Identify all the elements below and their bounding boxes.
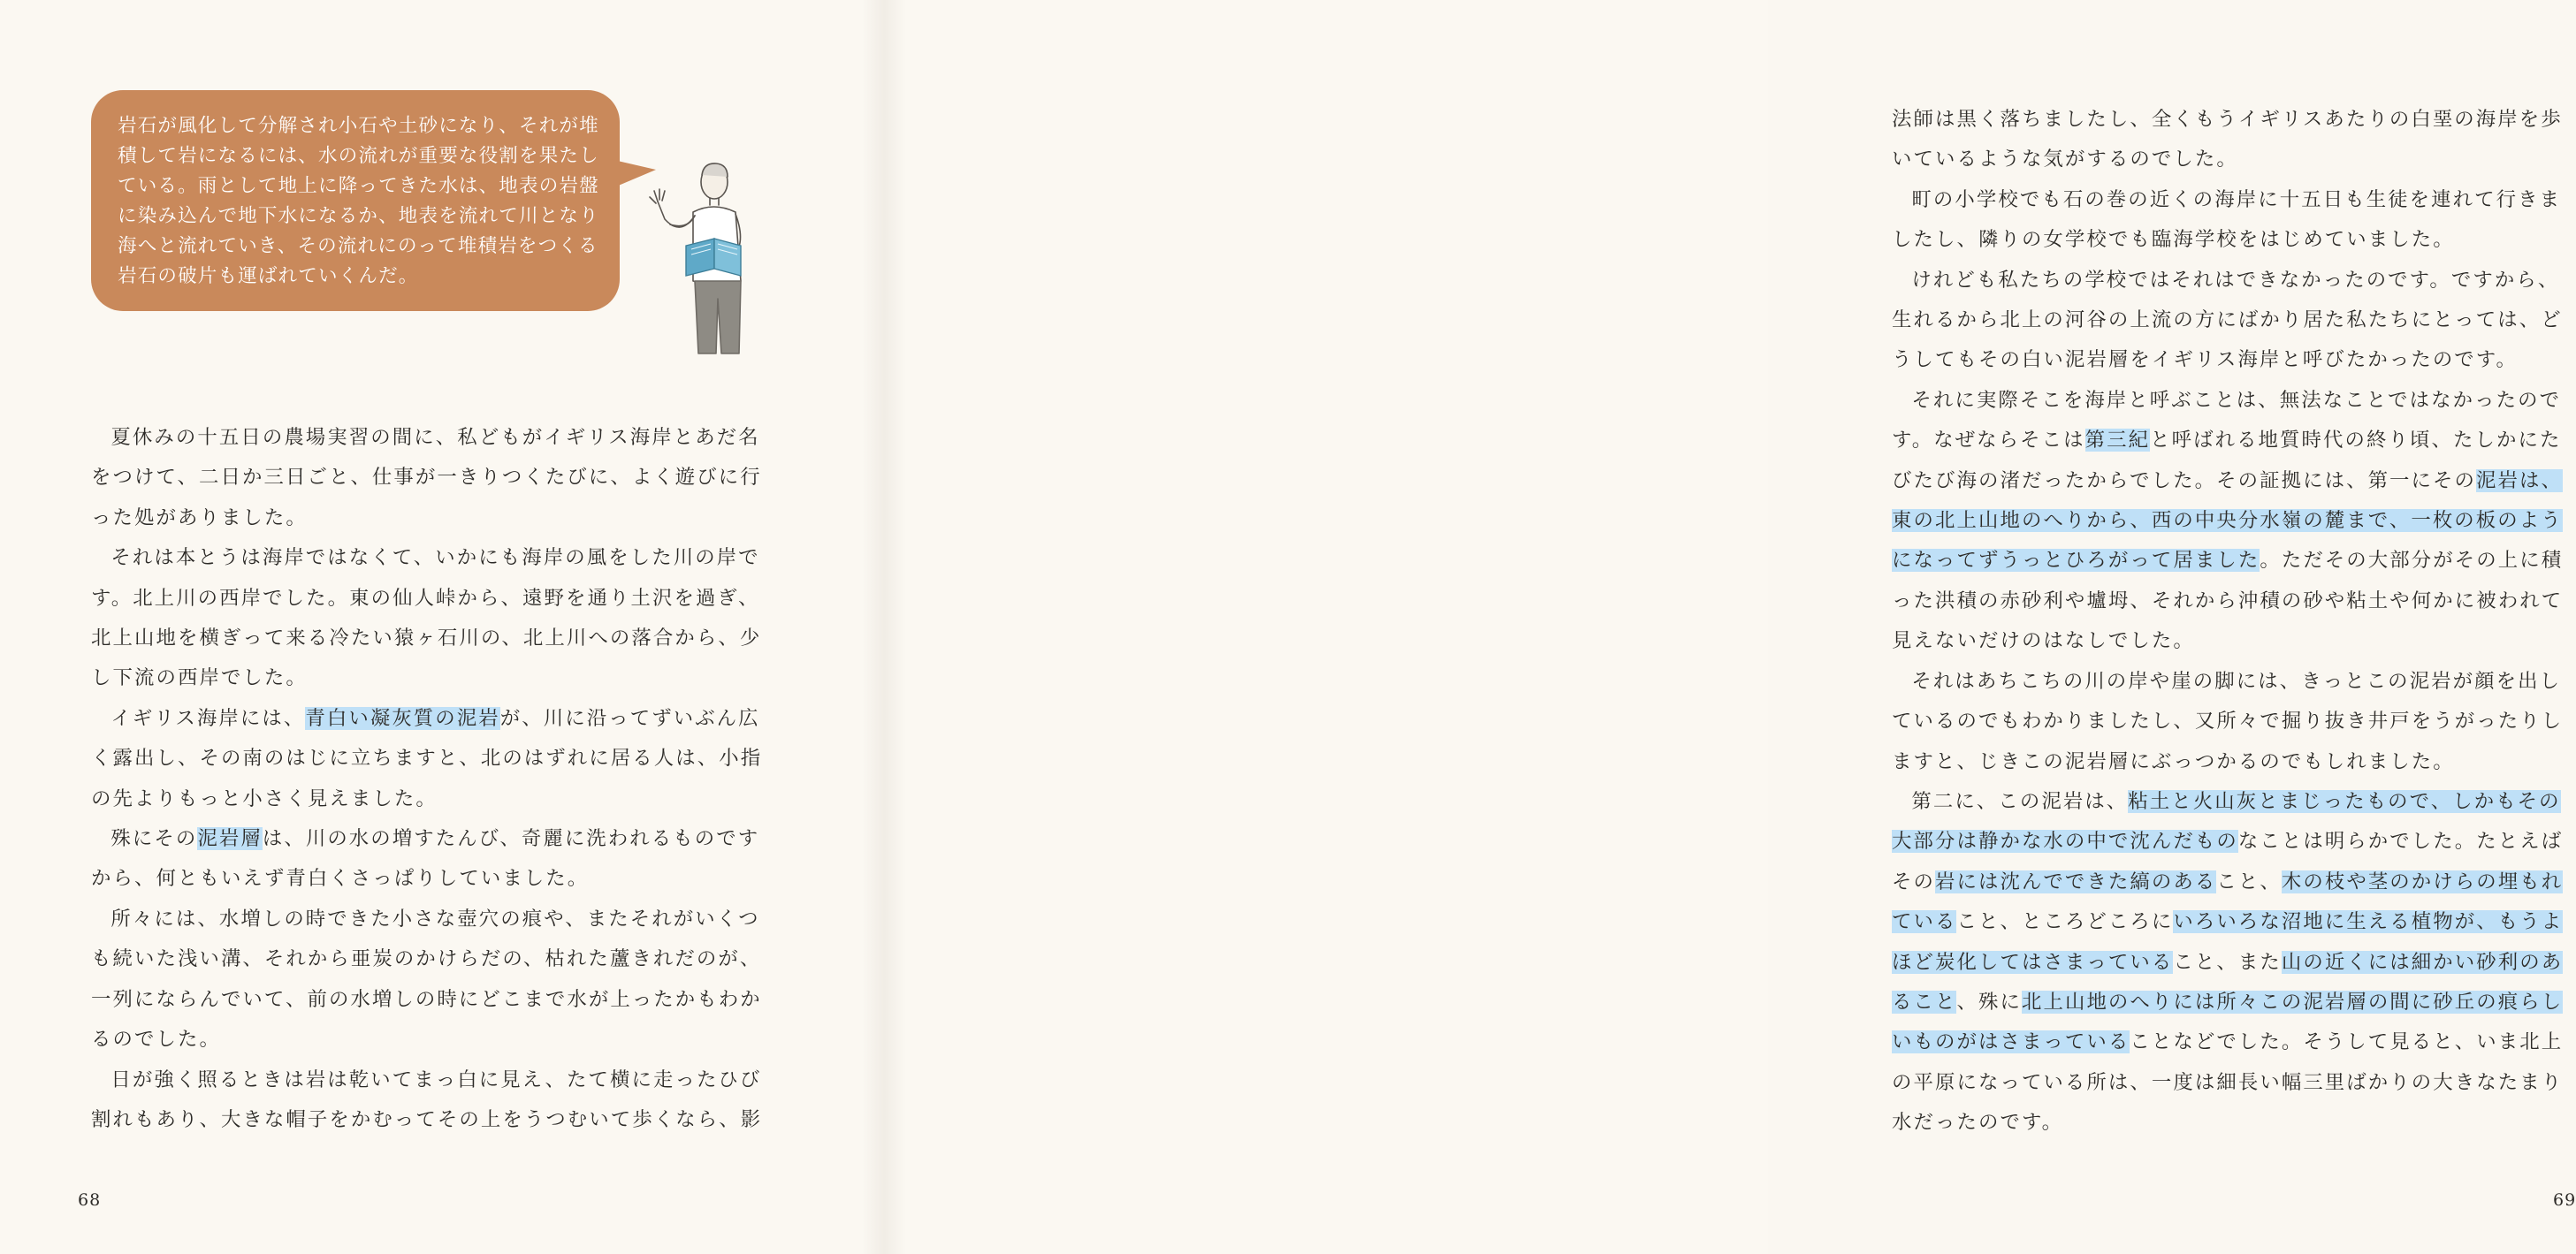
text-run: こと、また: [2173, 950, 2282, 974]
page-number-right: 69: [2553, 1190, 2576, 1210]
text-run: それはあちこちの川の岸や崖の脚には、きっとこの泥岩が顔を出しているのでもわかりましたし、又所々で掘り抜き井戸をうがったりしますと、じきこの泥岩層にぶっつかるのでもしれました。: [1892, 669, 2564, 773]
paragraph: [91, 1060, 763, 1141]
speech-bubble-text: [118, 111, 599, 292]
text-run: 町の小学校でも石の巻の近くの海岸に十五日も生徒を連れて行きましたし、隣りの女学校でも臨海学校をはじめていました。: [1892, 187, 2562, 252]
paragraph: [91, 538, 763, 699]
paragraph: [1892, 261, 2565, 381]
text-run: が、川に沿ってずいぶん広く露出し、その南のはじに立ちますと、北のはずれに居る人は、小指の先よりもっと小さく見えました。: [91, 706, 763, 810]
highlighted-text: 粘土と火山灰とまじったもので、しかもその大部分は静かな水の中で沈んだもの: [1892, 789, 2561, 854]
paragraph: [1892, 381, 2565, 662]
right-page-body-text: [1892, 100, 2565, 1144]
text-run: 。ただその大部分がその上に積った洪積の赤砂利や壚坶、それから沖積の砂や粘土や何かに被われて見えないだけのはなしでした。: [1892, 549, 2564, 653]
highlighted-text: 第三紀: [2084, 429, 2151, 452]
text-run: と呼ばれる地質時代の終り頃、たしかにたびたび海の渚だったからでした。その証拠には、第一にその: [1892, 429, 2562, 492]
highlighted-text: 木の枝や茎のかけらの埋もれている: [1892, 870, 2564, 934]
text-run: 日が強く照るときは岩は乾いてまっ白に見え、たて横に走ったひび割れもあり、大きな帽子をかむってその上をうつむいて歩くなら、影: [91, 1068, 763, 1131]
text-run: は、川の水の増すたんび、奇麗に洗われるものですから、何ともいえず青白くさっぱりしていました。: [91, 827, 760, 891]
bubble-line: に染み込んで地下水になるか、地表を流れて川となり: [118, 205, 599, 227]
speech-bubble: [91, 90, 620, 311]
left-page-body-text: [91, 418, 763, 1140]
text-run: こと、ところどころに: [1956, 910, 2174, 934]
paragraph: [1892, 100, 2565, 180]
paragraph: [1892, 782, 2565, 1144]
right-page: [884, 0, 2576, 1254]
paragraph: [91, 699, 763, 819]
highlighted-text: いろいろな沼地に生える植物が、もうよほど炭化してはさまっている: [1892, 910, 2564, 974]
text-run: 夏休みの十五日の農場実習の間に、私どもがイギリス海岸とあだ名をつけて、二日か三日ごと、仕事が一きりつくたびに、よく遊びに行った処がありました。: [91, 426, 762, 529]
text-run: 所々には、水増しの時できた小さな壺穴の痕や、またそれがいくつも続いた浅い溝、それから亜炭のかけらだの、枯れた蘆きれだのが、一列にならんでいて、前の水増しの時にどこまで水が上ったかもわかるのでした。: [91, 907, 762, 1052]
text-run: 法師は黒く落ちましたし、全くもうイギリスあたりの白堊の海岸を歩いているような気がするのでした。: [1892, 108, 2563, 171]
text-run: それに実際そこを海岸と呼ぶことは、無法なことではなかったのです。なぜならそこは: [1892, 388, 2562, 452]
paragraph: [1892, 180, 2565, 261]
teacher-illustration: [629, 157, 762, 356]
text-run: 殊にその: [111, 827, 198, 851]
text-run: けれども私たちの学校ではそれはできなかったのです。ですから、生れるから北上の河谷の上流の方にばかり居た私たちにとっては、どうしてもその白い泥岩層をイギリス海岸と呼びたかったのです。: [1892, 268, 2563, 372]
left-page: [0, 0, 884, 1254]
highlighted-text: 北上山地のへりには所々この泥岩層の間に砂丘の痕らしいものがはさまっている: [1892, 990, 2564, 1054]
highlighted-text: 岩には沈んでできた縞のある: [1934, 870, 2217, 893]
text-run: 、殊に: [1956, 990, 2022, 1014]
text-run: 第二に、この泥岩は、: [1911, 789, 2129, 813]
paragraph: [91, 819, 763, 900]
paragraph: [91, 418, 763, 538]
text-run: イギリス海岸には、: [111, 706, 306, 730]
text-run: なことは明らかでした。たとえばその: [1892, 830, 2564, 893]
bubble-line: 岩石の破片も運ばれていくんだ。: [118, 265, 419, 287]
bubble-line: 海へと流れていき、その流れにのって堆積岩をつくる: [118, 235, 598, 257]
bubble-line: ている。雨として地上に降ってきた水は、地表の岩盤: [118, 175, 599, 197]
paragraph: [1892, 662, 2565, 782]
paragraph: [91, 900, 763, 1060]
highlighted-text: 泥岩層: [197, 827, 263, 851]
highlighted-text: 青白い凝灰質の泥岩: [305, 706, 500, 730]
text-run: こと、: [2216, 870, 2282, 893]
text-run: ことなどでした。そうして見ると、いま北上の平原になっている所は、一度は細長い幅三里ばかりの大きなたまり水だったのです。: [1892, 1030, 2564, 1135]
bubble-line: 積して岩になるには、水の流れが重要な役割を果たし: [118, 145, 599, 167]
highlighted-text: 山の近くには細かい砂利のあること: [1892, 950, 2564, 1014]
page-gutter: [862, 0, 906, 1254]
page-number-left: 68: [78, 1190, 102, 1210]
highlighted-text: 泥岩は、東の北上山地のへりから、西の中央分水嶺の麓まで、一枚の板のようになってずうっとひろがって居ました: [1892, 468, 2563, 573]
text-run: それは本とうは海岸ではなくて、いかにも海岸の風をした川の岸です。北上川の西岸でした。東の仙人峠から、遠野を通り土沢を過ぎ、北上山地を横ぎって来る冷たい猿ヶ石川の、北上川への落合から、少し下流の西岸でした。: [91, 546, 762, 690]
bubble-line: 岩石が風化して分解され小石や土砂になり、それが堆: [118, 115, 599, 137]
